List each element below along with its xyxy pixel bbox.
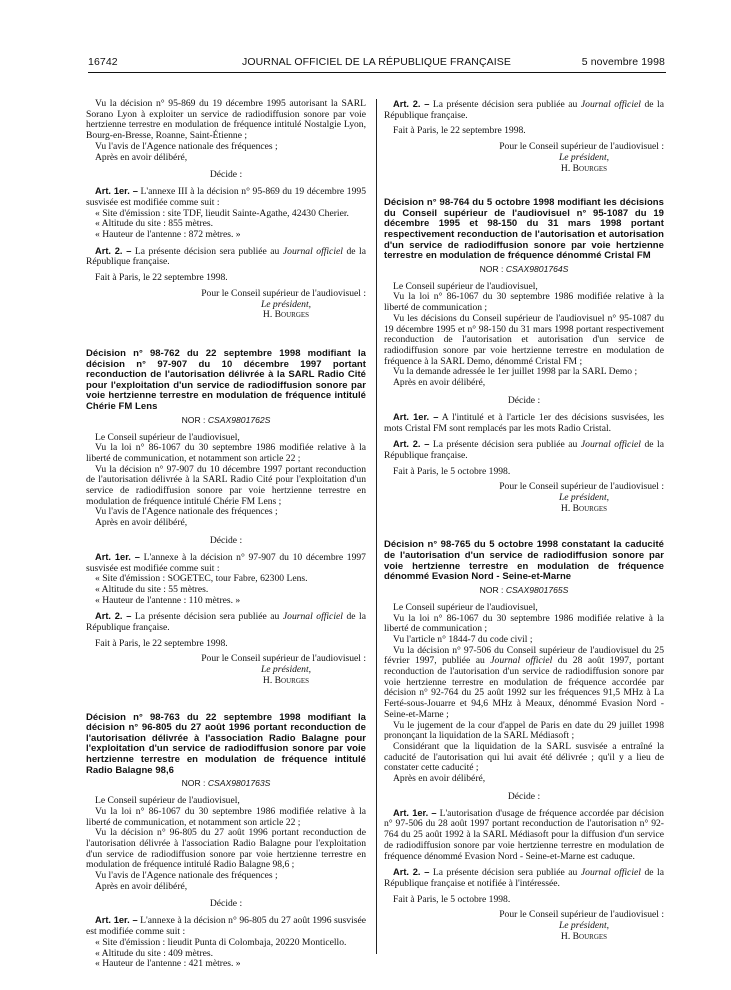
article-1: Art. 1er. – L'annexe à la décision n° 97-907 du 10 décembre 1997 susvisée est modifiée comme suit : [86, 551, 366, 574]
signature-name: H. Bourges [262, 674, 310, 686]
article-label: Art. 1er. – [393, 411, 439, 422]
article-2: Art. 2. – La présente décision sera publiée au Journal officiel de la République française. [384, 439, 664, 461]
paragraph: Vu la décision n° 96-805 du 27 août 1996 portant reconduction de l'autorisation délivrée à l'association Radio Balagne pour l'exploitation d'un service de radiodiffusion sonore par voie hertzienne terrestre en modulation de fréquence intitulé Radio Balagne 98,6 ; [86, 827, 366, 871]
journal-officiel: Journal officiel [580, 439, 641, 451]
journal-officiel: Journal officiel [282, 245, 343, 257]
journal-title: JOURNAL OFFICIEL DE LA RÉPUBLIQUE FRANÇAISE [242, 56, 511, 68]
paragraph: Vu la loi n° 86-1067 du 30 septembre 1986 modifiée relative à la liberté de communication ; [384, 612, 664, 635]
article-2: Art. 2. – La présente décision sera publiée au Journal officiel de la République française et notifiée à l'intéressée. [384, 867, 664, 889]
decision-98-763 [86, 713, 366, 970]
paragraph: Vu la loi n° 86-1067 du 30 septembre 1986 modifiée relative à la liberté de communication, et notamment son article 22 ; [86, 805, 366, 828]
paragraph: Vu la loi n° 86-1067 du 30 septembre 1986 modifiée relative à la liberté de communication, et notamment son article 22 ; [86, 442, 366, 464]
article-label: Art. 1er. – [95, 915, 138, 926]
article-label: Art. 1er. – [95, 186, 138, 197]
signature-role: Le président, [260, 664, 312, 676]
annex-line: « Site d'émission : lieudit Punta di Colombaja, 20220 Monticello. [95, 936, 347, 948]
journal-officiel: Journal officiel [580, 867, 641, 879]
nor-reference: NOR : CSAX9801763S [181, 778, 271, 789]
paragraph: Le Conseil supérieur de l'audiovisuel, [95, 431, 240, 443]
paragraph: Après en avoir délibéré, [393, 773, 486, 785]
article-label: Art. 1er. – [95, 551, 140, 562]
paragraph: Considérant que la liquidation de la SARL susvisée a entraîné la caducité de l'autorisation qui lui avait été délivrée ; qu'il y a lieu de constater cette caducité ; [384, 740, 664, 774]
annex-line: « Hauteur de l'antenne : 110 mètres. » [95, 594, 241, 606]
decision-98-762 [86, 349, 366, 687]
paragraph: Après en avoir délibéré, [393, 377, 486, 389]
annex-line: « Altitude du site : 55 mètres. [95, 583, 209, 595]
signature-line: Pour le Conseil supérieur de l'audiovisuel : [201, 653, 366, 665]
paragraph: Vu l'avis de l'Agence nationale des fréquences ; [95, 506, 278, 518]
article-2: Art. 2. – La présente décision sera publiée au Journal officiel de la République française. [86, 245, 366, 268]
decision-98-765 [384, 540, 664, 942]
article-label: Art. 2. – [393, 439, 430, 450]
decision-title: Décision n° 98-763 du 22 septembre 1998 modifiant la décision n° 96-805 du 27 août 1996 portant reconduction de l'autorisation délivrée à l'association Radio Balagne pour l'exploitation d'un service de radiodiffusion sonore par voie hertzienne terrestre en modulation de fréquence intitulé Radio Balagne 98,6 [86, 711, 366, 776]
page-number: 16742 [88, 56, 118, 68]
decision-title: Décision n° 98-764 du 5 octobre 1998 modifiant les décisions du Conseil supérieur de l'audiovisuel n° 95-1087 du 19 décembre 1995 et 98-150 du 31 mars 1998 portant respectivement reconduction de l'autorisation et autorisation d'un service de radiodiffusion sonore par voie hertzienne terrestre en modulation de fréquence dénommé Cristal FM [384, 197, 664, 262]
decide-heading: Décide : [209, 534, 243, 546]
decide-heading: Décide : [507, 394, 541, 406]
annex-line: « Altitude du site : 855 mètres. [95, 218, 214, 230]
nor-reference: NOR : CSAX9801764S [479, 263, 569, 274]
decide-heading: Décide : [507, 790, 541, 802]
paragraph: Vu l'avis de l'Agence nationale des fréquences ; [95, 140, 278, 152]
article-1 [86, 186, 366, 208]
article-1: Art. 1er. – A l'intitulé et à l'article 1er des décisions susvisées, les mots Cristal FM sont remplacés par les mots Radio Cristal. [384, 411, 664, 434]
paragraph: Vu la loi n° 86-1067 du 30 septembre 1986 modifiée relative à la liberté de communication ; [384, 291, 664, 314]
nor-reference: NOR : CSAX9801765S [479, 584, 569, 595]
decide-heading: Décide : [209, 898, 243, 910]
signature-line: Pour le Conseil supérieur de l'audiovisuel : [499, 909, 664, 921]
article-label: Art. 2. – [95, 245, 132, 256]
signed-place-date: Fait à Paris, le 5 octobre 1998. [393, 893, 511, 905]
journal-officiel: Journal officiel [282, 611, 343, 623]
article-label: Art. 2. – [393, 99, 430, 109]
article-label: Art. 1er. – [393, 807, 437, 818]
article-2: Art. 2. – La présente décision sera publiée au Journal officiel de la République française. [384, 99, 664, 121]
paragraph: Après en avoir délibéré, [95, 151, 188, 163]
signature-name: H. Bourges [262, 309, 310, 321]
paragraph: Le Conseil supérieur de l'audiovisuel, [393, 280, 538, 292]
signature-name: H. Bourges [560, 502, 608, 514]
paragraph: Vu la demande adressée le 1er juillet 1998 par la SARL Demo ; [393, 366, 638, 378]
decision-title: Décision n° 98-765 du 5 octobre 1998 constatant la caducité de l'autorisation d'un service de radiodiffusion sonore par voie hertzienne terrestre en modulation de fréquence dénommé Evasion Nord - Seine-et-Marne [384, 539, 664, 583]
signature-line: Pour le Conseil supérieur de l'audiovisuel : [499, 141, 664, 153]
annex-line: « Site d'émission : site TDF, lieudit Sainte-Agathe, 42430 Cherier. [95, 207, 349, 219]
annex-line: « Hauteur de l'antenne : 421 mètres. » [95, 958, 241, 970]
paragraph: Vu l'article n° 1844-7 du code civil ; [393, 633, 533, 645]
paragraph: Le Conseil supérieur de l'audiovisuel, [95, 795, 240, 807]
decision-98-764 [384, 198, 664, 514]
signature-role: Le président, [558, 151, 610, 163]
decision-intro-continued [86, 99, 366, 321]
header-rule [88, 72, 666, 73]
signature-line: Pour le Conseil supérieur de l'audiovisuel : [201, 287, 366, 299]
article-label: Art. 2. – [393, 867, 430, 878]
journal-officiel: Journal officiel [490, 655, 553, 667]
annex-line: « Altitude du site : 409 mètres. [95, 947, 214, 959]
signature-line: Pour le Conseil supérieur de l'audiovisuel : [499, 481, 664, 493]
decision-title: Décision n° 98-762 du 22 septembre 1998 modifiant la décision n° 97-907 du 10 décembre 1997 portant reconduction de l'autorisation délivrée à la SARL Radio Cité pour l'exploitation d'un service de radiodiffusion sonore par voie hertzienne terrestre en modulation de fréquence intitulé Chérie FM Lens [86, 347, 366, 412]
signed-place-date: Fait à Paris, le 5 octobre 1998. [393, 465, 511, 477]
signature-role: Le président, [558, 492, 610, 504]
signature-name: H. Bourges [560, 930, 608, 942]
article-label: Art. 2. – [95, 611, 132, 622]
article-2: Art. 2. – La présente décision sera publiée au Journal officiel de la République française. [86, 611, 366, 634]
page-header [88, 56, 665, 72]
nor-reference: NOR : CSAX9801762S [181, 414, 271, 425]
left-column [86, 99, 366, 970]
paragraph: Le Conseil supérieur de l'audiovisuel, [393, 601, 538, 613]
signed-place-date: Fait à Paris, le 22 septembre 1998. [393, 125, 526, 137]
signature-role: Le président, [558, 920, 610, 932]
paragraph: Vu les décisions du Conseil supérieur de l'audiovisuel n° 95-1087 du 19 décembre 1995 et n° 98-150 du 31 mars 1998 portant respectivement reconduction de l'autorisation et autorisation d'un service de radiodiffusion sonore par voie hertzienne terrestre en modulation de fréquence à la SARL Demo, dénommé Cristal FM ; [384, 312, 664, 367]
signature-role: Le président, [260, 298, 312, 310]
signed-place-date: Fait à Paris, le 22 septembre 1998. [95, 637, 228, 649]
signed-place-date: Fait à Paris, le 22 septembre 1998. [95, 272, 228, 284]
annex-line: « Hauteur de l'antenne : 872 mètres. » [95, 229, 241, 241]
decision-98-763-continued [384, 99, 664, 174]
paragraph: Vu le jugement de la cour d'appel de Paris en date du 29 juillet 1998 prononçant la liquidation de la SARL Médiasoft ; [384, 719, 664, 742]
column-divider [376, 99, 377, 954]
paragraph: Vu la décision n° 95-869 du 19 décembre 1995 autorisant la SARL Sorano Lyon à exploiter un service de radiodiffusion sonore par voie hertzienne terrestre en modulation de fréquence intitulé Nostalgie Lyon, Bourg-en-Bresse, Roanne, Saint-Étienne ; [86, 98, 366, 142]
journal-officiel: Journal officiel [580, 99, 641, 110]
annex-line: « Site d'émission : SOGETEC, tour Fabre, 62300 Lens. [95, 573, 308, 585]
paragraph: Vu l'avis de l'Agence nationale des fréquences ; [95, 870, 278, 882]
decide-heading: Décide : [209, 169, 243, 181]
issue-date: 5 novembre 1998 [581, 56, 665, 68]
article-1: Art. 1er. – L'autorisation d'usage de fréquence accordée par décision n° 97-506 du 28 août 1997 portant reconduction de l'autorisation n° 92-764 du 25 août 1992 à la SARL Médiasoft pour la diffusion d'un service de radiodiffusion sonore par voie hertzienne terrestre en modulation de fréquence dénommé Evasion Nord - Seine-et-Marne est caduque. [384, 807, 664, 862]
article-1: Art. 1er. – L'annexe à la décision n° 96-805 du 27 août 1996 susvisée est modifiée comme suit : [86, 915, 366, 938]
paragraph: Vu la décision n° 97-506 du Conseil supérieur de l'audiovisuel du 25 février 1997, publiée au Journal officiel du 28 août 1997, portant reconduction de l'autorisation d'un service de radiodiffusion sonore par voie hertzienne terrestre en modulation de fréquence accordée par décision n° 92-764 du 25 août 1992 sur les fréquences 91,5 MHz à La Ferté-sous-Jouarre et 94,6 MHz à Meaux, dénommé Evasion Nord - Seine-et-Marne ; [384, 644, 665, 720]
paragraph: Après en avoir délibéré, [95, 517, 188, 529]
right-column [384, 99, 664, 943]
signature-name: H. Bourges [560, 162, 608, 174]
article-text: L'annexe III à la décision n° 95-869 du 19 décembre 1995 susvisée est modifiée comme suit : [86, 186, 366, 208]
paragraph: Vu la décision n° 97-907 du 10 décembre 1997 portant reconduction de l'autorisation délivrée à la SARL Radio Cité pour l'exploitation d'un service de radiodiffusion sonore par voie hertzienne terrestre en modulation de fréquence intitulé Chérie FM Lens ; [86, 463, 366, 507]
paragraph: Après en avoir délibéré, [95, 880, 188, 892]
